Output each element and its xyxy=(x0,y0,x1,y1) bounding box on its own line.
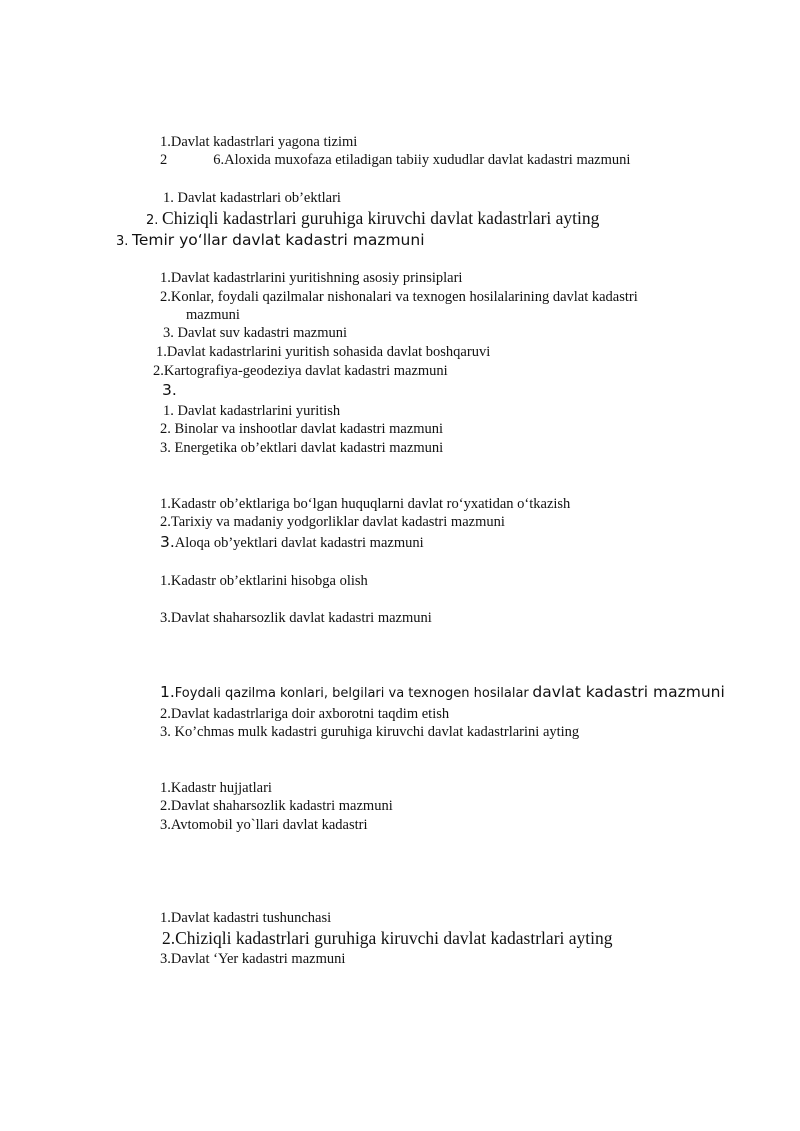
text-line: 3. Davlat suv kadastri mazmuni xyxy=(163,325,348,341)
line-number: 2. xyxy=(162,928,176,948)
text-line: 2.Davlat kadastrlariga doir axborotni taqdim etish xyxy=(160,706,450,722)
text-line: 1.Kadastr ob’ektlarini hisobga olish xyxy=(160,573,368,589)
text-line: 1. Davlat kadastrlari ob’ektlari xyxy=(163,190,341,206)
line-text: Temir yo‘llar davlat kadastri mazmuni xyxy=(132,231,425,249)
line-text: davlat kadastri mazmuni xyxy=(532,683,725,701)
text-line: mazmuni xyxy=(186,307,240,323)
line-number: 2. xyxy=(146,213,159,228)
text-line: 2.Konlar, foydali qazilmalar nishonalari va texnogen hosilalarining davlat kadastri xyxy=(160,289,638,305)
text-line xyxy=(116,231,425,251)
text-line: 2.Kartografiya-geodeziya davlat kadastri mazmuni xyxy=(153,363,448,379)
line-number: 1. xyxy=(160,683,175,701)
text-line: 1.Kadastr ob’ektlariga bo‘lgan huquqlarni davlat ro‘yxatidan o‘tkazish xyxy=(160,496,571,512)
line-text: Foydali qazilma konlari, belgilari va texnogen hosilalar xyxy=(174,686,529,701)
text-line: 3.Davlat shaharsozlik davlat kadastri mazmuni xyxy=(160,610,432,626)
line-text: 6.Aloxida muxofaza etiladigan tabiiy xududlar davlat kadastri mazmuni xyxy=(213,152,631,168)
text-line: 1.Davlat kadastrlarini yuritish sohasida davlat boshqaruvi xyxy=(156,344,491,360)
text-line: 1.Kadastr hujjatlari xyxy=(160,780,272,796)
line-number: 3. xyxy=(116,234,129,249)
text-line: 1. Davlat kadastrlarini yuritish xyxy=(163,403,341,419)
text-line xyxy=(162,927,613,949)
text-line: 3.Avtomobil yo`llari davlat kadastri xyxy=(160,817,368,833)
line-text: Aloqa ob’yektlari davlat kadastri mazmuni xyxy=(174,535,424,551)
text-line: 2.Davlat shaharsozlik kadastri mazmuni xyxy=(160,798,393,814)
text-line: 1.Davlat kadastrlarini yuritishning asosiy prinsiplari xyxy=(160,270,463,286)
text-line: 1.Davlat kadastrlari yagona tizimi xyxy=(160,134,358,150)
line-number: 2 xyxy=(160,152,168,168)
text-line: 3. Ko’chmas mulk kadastri guruhiga kiruvchi davlat kadastrlarini ayting xyxy=(160,724,580,740)
text-line: 2.Tarixiy va madaniy yodgorliklar davlat kadastri mazmuni xyxy=(160,514,505,530)
text-line xyxy=(146,207,599,230)
text-line: 3. xyxy=(162,381,177,399)
text-line: 3.Davlat ‘Yer kadastri mazmuni xyxy=(160,951,346,967)
text-line: 2. Binolar va inshootlar davlat kadastri mazmuni xyxy=(160,421,444,437)
text-line xyxy=(160,151,630,169)
line-text: Chiziqli kadastrlari guruhiga kiruvchi davlat kadastrlari ayting xyxy=(162,208,600,228)
text-line: 3. Energetika ob’ektlari davlat kadastri mazmuni xyxy=(160,440,444,456)
line-text: Chiziqli kadastrlari guruhiga kiruvchi davlat kadastrlari ayting xyxy=(175,928,613,948)
text-line xyxy=(160,533,424,552)
text-line xyxy=(160,683,725,703)
text-line: 1.Davlat kadastri tushunchasi xyxy=(160,910,332,926)
line-number: 3. xyxy=(160,533,175,551)
